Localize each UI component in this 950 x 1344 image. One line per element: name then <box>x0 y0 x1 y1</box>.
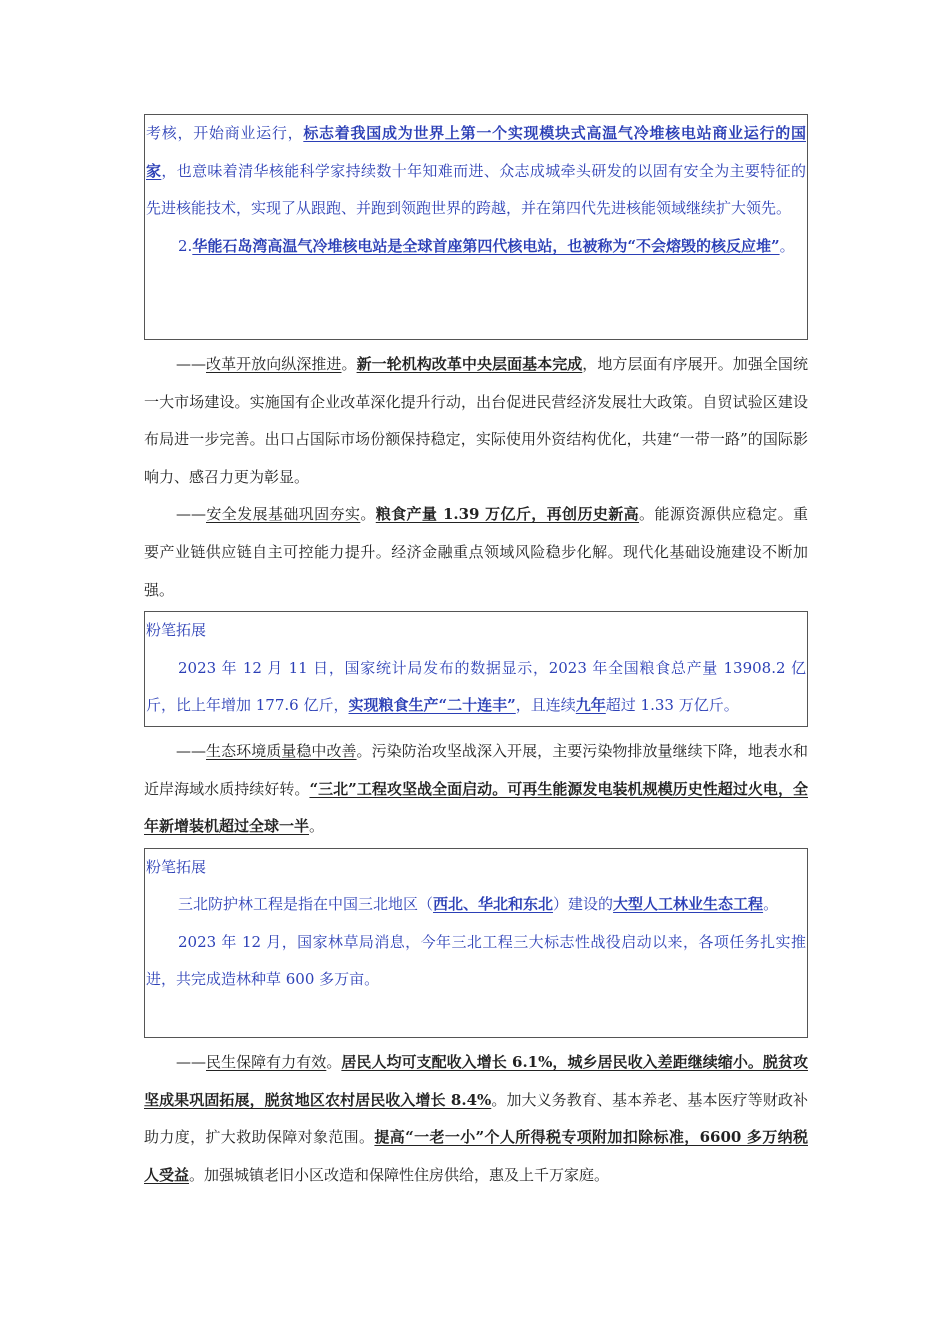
note-title: 粉笔拓展 <box>146 621 207 640</box>
text: 。 <box>360 505 376 524</box>
forest-note-paragraph-2: 2023 年 12 月，国家林草局消息，今年三北工程三大标志性战役启动以来，各项任务扎实推进，共完成造林种草 600 多万亩。 <box>146 932 806 989</box>
reform-paragraph <box>144 346 808 496</box>
ecology-paragraph <box>144 733 808 846</box>
forest-note-paragraph <box>146 886 806 924</box>
note-text: ）建设的 <box>553 895 614 914</box>
section-heading: 民生保障有力有效 <box>206 1052 327 1071</box>
text: 。 <box>341 355 357 373</box>
nuclear-note-point-2 <box>146 228 806 266</box>
livelihood-paragraph <box>144 1044 808 1194</box>
note-text: 2023 年 12 月 11 日，国家统计局发布的数据显示，2023 年全国粮食总产量 13908.2 亿斤，比上年增加 177.6 亿斤， <box>146 658 806 715</box>
key-point: 居民人均可支配收入增长 6.1%，城乡居民收入差距继续缩小。脱贫攻坚成果巩固拓展，脱贫地区农村居民收入增长 8.4% <box>144 1052 808 1109</box>
document-page <box>144 114 808 1194</box>
note-text: ，且连续 <box>515 696 576 715</box>
note-title: 粉笔拓展 <box>146 857 207 876</box>
dash: —— <box>176 505 206 524</box>
text: ，地方层面有序展开。加强全国统一大市场建设。实施国有企业改革深化提升行动，出台促进民营经济发展壮大政策。自贸试验区建设布局进一步完善。出口占国际市场份额保持稳定，实际使用外资结构优化，共建“一带一路”的国际影响力、感召力更为彰显。 <box>144 355 808 486</box>
note-text: 。 <box>779 236 795 255</box>
key-point: 新一轮机构改革中央层面基本完成 <box>356 355 583 373</box>
security-paragraph <box>144 496 808 609</box>
grain-note-box <box>144 611 808 727</box>
dash: —— <box>176 355 206 373</box>
nuclear-note-paragraph <box>146 115 806 228</box>
note-highlight: 标志着我国成为世界上第一个实现模块式高温气冷堆核电站商业运行的国家 <box>146 124 806 180</box>
text: 。 <box>309 817 325 836</box>
note-highlight: 西北、华北和东北 <box>433 895 554 914</box>
text: 。加大义务教育、基本养老、基本医疗等财政补助力度，扩大救助保障对象范围。 <box>144 1090 808 1147</box>
forest-note-box <box>144 848 808 1038</box>
note-text: 考核，开始商业运行， <box>146 124 304 142</box>
section-heading: 生态环境质量稳中改善 <box>206 742 357 761</box>
note-highlight: 九年 <box>575 696 606 715</box>
text: 。污染防治攻坚战深入开展，主要污染物排放量继续下降，地表水和近岸海域水质持续好转。 <box>144 742 808 798</box>
note-text: 超过 1.33 万亿斤。 <box>605 696 739 715</box>
note-highlight: 华能石岛湾高温气冷堆核电站是全球首座第四代核电站，也被称为“不会熔毁的核反应堆” <box>192 236 780 255</box>
key-point: 粮食产量 1.39 万亿斤，再创历史新高 <box>375 505 640 524</box>
note-highlight: 大型人工林业生态工程 <box>613 895 764 914</box>
text: 。 <box>326 1052 342 1071</box>
note-highlight: 实现粮食生产“二十连丰” <box>348 696 516 715</box>
text: 。加强城镇老旧小区改造和保障性住房供给，惠及上千万家庭。 <box>189 1165 610 1184</box>
section-heading: 安全发展基础巩固夯实 <box>206 505 361 524</box>
note-number: 2. <box>178 236 193 255</box>
note-text: 。 <box>763 895 779 914</box>
key-point: “三北”工程攻坚战全面启动。可再生能源发电装机规模历史性超过火电，全年新增装机超过全球一半 <box>144 779 808 836</box>
dash: —— <box>176 1052 206 1071</box>
dash: —— <box>176 742 206 761</box>
note-text: ，也意味着清华核能科学家持续数十年知难而进、众志成城牵头研发的以固有安全为主要特征的先进核能技术，实现了从跟跑、并跑到领跑世界的跨越，并在第四代先进核能领域继续扩大领先。 <box>146 161 806 217</box>
grain-note-paragraph <box>146 650 806 725</box>
nuclear-note-box <box>144 114 808 340</box>
key-point: 提高“一老一小”个人所得税专项附加扣除标准，6600 多万纳税人受益 <box>144 1128 808 1184</box>
section-heading: 改革开放向纵深推进 <box>206 355 342 373</box>
note-text: 三北防护林工程是指在中国三北地区（ <box>178 895 434 914</box>
text: 。能源资源供应稳定。重要产业链供应链自主可控能力提升。经济金融重点领域风险稳步化解。现代化基础设施建设不断加强。 <box>144 505 808 599</box>
